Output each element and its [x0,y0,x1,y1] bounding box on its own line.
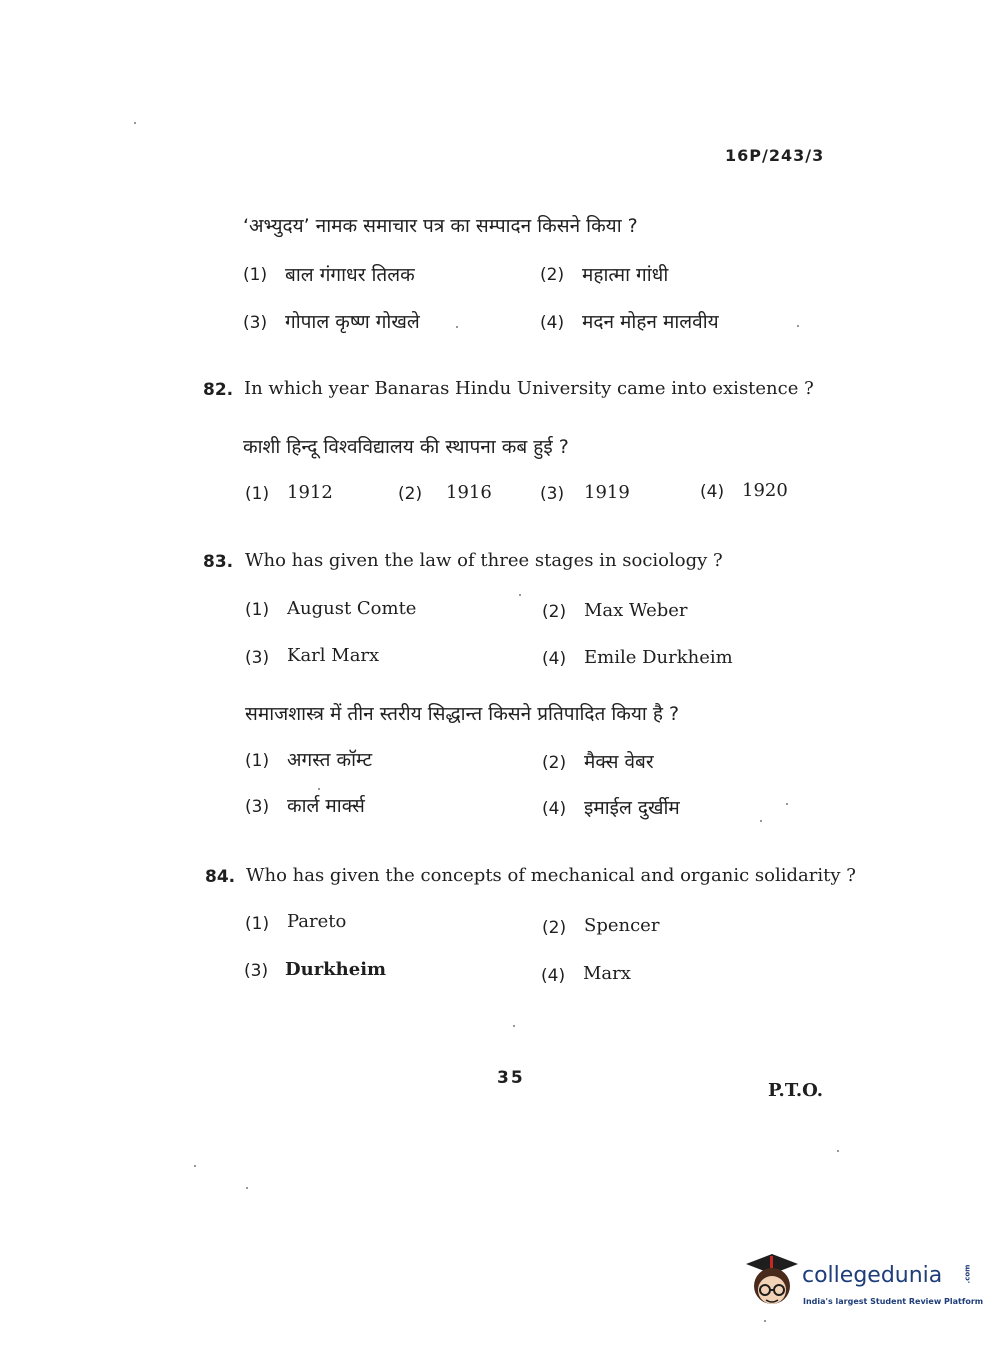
q83-option-3-number: (3) [245,648,270,668]
pto-label: P.T.O. [768,1080,824,1101]
q81-option-2-text: महात्मा गांधी [582,264,669,286]
q83-hindi-option-4-number: (4) [542,799,567,819]
q84-option-2-number: (2) [542,918,567,938]
collegedunia-mascot-logo [742,1250,802,1310]
q81-option-3-text: गोपाल कृष्ण गोखले [285,311,420,333]
q84-option-2-text: Spencer [584,915,660,936]
q81-option-2-number: (2) [540,265,565,285]
q81-option-4-number: (4) [540,313,565,333]
q84-number: 84. [205,867,236,887]
q82-option-1-text: 1912 [287,482,333,503]
q83-english-text: Who has given the law of three stages in sociology ? [245,550,723,571]
collegedunia-tagline: India's largest Student Review Platform [803,1297,984,1306]
q83-option-3-text: Karl Marx [287,645,380,666]
q84-option-4-number: (4) [541,966,566,986]
q84-option-4-text: Marx [583,963,631,984]
page-number: 35 [497,1068,525,1088]
q82-option-4-text: 1920 [742,480,788,501]
paper-code: 16P/243/3 [725,146,825,165]
q83-number: 83. [203,552,234,572]
q82-option-4-number: (4) [700,482,725,502]
q82-option-2-number: (2) [398,484,423,504]
q81-option-4-text: मदन मोहन मालवीय [582,311,719,333]
q83-hindi-option-1-number: (1) [245,751,270,771]
q83-option-4-text: Emile Durkheim [584,647,733,668]
q82-option-2-text: 1916 [446,482,492,503]
q83-hindi-option-3-number: (3) [245,797,270,817]
q84-option-1-text: Pareto [287,911,347,932]
q83-option-2-text: Max Weber [584,600,688,621]
q84-option-1-number: (1) [245,914,270,934]
q81-option-3-number: (3) [243,313,268,333]
collegedunia-com: .com [963,1264,972,1284]
q82-option-1-number: (1) [245,484,270,504]
collegedunia-brand: collegedunia [802,1263,943,1288]
q84-english-text: Who has given the concepts of mechanical and organic solidarity ? [246,865,856,886]
q83-hindi-text: समाजशास्त्र में तीन स्तरीय सिद्धान्त किसने प्रतिपादित किया है ? [245,703,680,725]
q84-option-3-text: Durkheim [285,959,387,980]
q84-option-3-number: (3) [244,961,269,981]
q82-english-text: In which year Banaras Hindu University came into existence ? [244,378,814,399]
q83-hindi-option-2-number: (2) [542,753,567,773]
q82-option-3-number: (3) [540,484,565,504]
q83-option-2-number: (2) [542,602,567,622]
q83-hindi-option-2-text: मैक्स वेबर [584,751,654,773]
q82-hindi-text: काशी हिन्दू विश्वविद्यालय की स्थापना कब हुई ? [243,436,569,458]
q83-option-1-text: August Comte [287,598,417,619]
q83-option-1-number: (1) [245,600,270,620]
q81-option-1-number: (1) [243,265,268,285]
q83-option-4-number: (4) [542,649,567,669]
q82-option-3-text: 1919 [584,482,630,503]
q83-hindi-option-1-text: अगस्त कॉम्ट [287,749,373,771]
q83-hindi-option-4-text: इमाईल दुर्खीम [584,797,680,819]
q83-hindi-option-3-text: कार्ल मार्क्स [287,795,365,817]
q81-hindi-text: ‘अभ्युदय’ नामक समाचार पत्र का सम्पादन किसने किया ? [243,215,638,237]
q81-option-1-text: बाल गंगाधर तिलक [285,264,415,286]
q82-number: 82. [203,380,234,400]
